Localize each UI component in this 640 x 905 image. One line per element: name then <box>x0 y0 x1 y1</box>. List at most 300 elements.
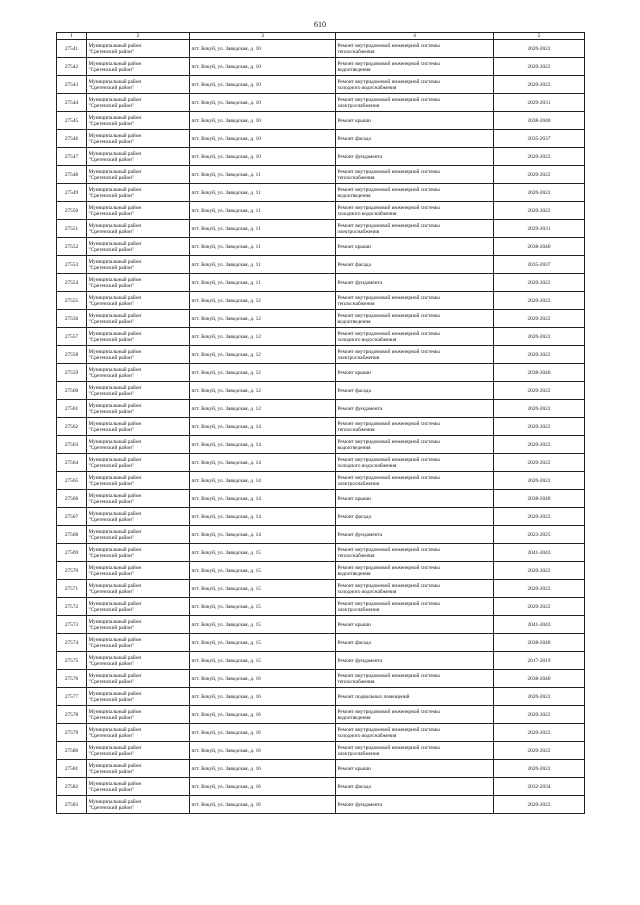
district-cell <box>87 688 190 706</box>
period-cell: 2020-2022 <box>494 724 585 742</box>
district-line: "Сретенский район" <box>88 696 135 703</box>
district-line: Муниципальный район <box>88 528 142 535</box>
address-cell: пгт. Кокуй, ул. Заводская, д. 14 <box>190 454 336 472</box>
address-cell: пгт. Кокуй, ул. Заводская, д. 14 <box>190 508 336 526</box>
work-type-line: электроснабжения <box>337 750 380 757</box>
table-row <box>57 256 585 274</box>
work-type-line: Ремонт фасада <box>337 513 371 520</box>
district-cell <box>87 274 190 292</box>
row-number: 27550 <box>57 202 87 220</box>
period-cell: 2020-2022 <box>494 418 585 436</box>
period-cell: 2020-2022 <box>494 454 585 472</box>
district-cell <box>87 76 190 94</box>
district-line: Муниципальный район <box>88 168 142 175</box>
work-type-cell <box>336 310 494 328</box>
work-type-cell <box>336 400 494 418</box>
table-row <box>57 742 585 760</box>
district-cell <box>87 364 190 382</box>
address-cell: пгт. Кокуй, ул. Заводская, д. 14 <box>190 526 336 544</box>
district-line: "Сретенский район" <box>88 444 135 451</box>
table-row <box>57 40 585 58</box>
work-type-line: Ремонт крыши <box>337 765 371 772</box>
district-cell <box>87 652 190 670</box>
work-type-line: Ремонт внутридомовой инженерной системы <box>337 204 440 211</box>
period-cell: 2038-2040 <box>494 490 585 508</box>
period-cell: 2020-2022 <box>494 310 585 328</box>
district-line: "Сретенский район" <box>88 516 135 523</box>
district-cell <box>87 202 190 220</box>
table-row <box>57 580 585 598</box>
address-cell: пгт. Кокуй, ул. Заводская, д. 10 <box>190 148 336 166</box>
work-type-line: Ремонт внутридомовой инженерной системы <box>337 60 440 67</box>
row-number: 27547 <box>57 148 87 166</box>
row-number: 27567 <box>57 508 87 526</box>
table-row <box>57 472 585 490</box>
district-cell <box>87 238 190 256</box>
header-col-2: 2 <box>87 33 190 40</box>
work-type-cell <box>336 256 494 274</box>
district-line: "Сретенский район" <box>88 246 135 253</box>
row-number: 27580 <box>57 742 87 760</box>
work-type-line: электроснабжения <box>337 354 380 361</box>
work-type-line: холодного водоснабжения <box>337 336 397 343</box>
table-row <box>57 274 585 292</box>
district-line: Муниципальный район <box>88 600 142 607</box>
district-line: Муниципальный район <box>88 492 142 499</box>
district-line: Муниципальный район <box>88 420 142 427</box>
district-cell <box>87 184 190 202</box>
district-cell <box>87 148 190 166</box>
table-row <box>57 724 585 742</box>
district-cell <box>87 436 190 454</box>
table-row <box>57 634 585 652</box>
row-number: 27572 <box>57 598 87 616</box>
address-cell: пгт. Кокуй, ул. Заводская, д. 11 <box>190 166 336 184</box>
district-line: Муниципальный район <box>88 366 142 373</box>
district-cell <box>87 346 190 364</box>
address-cell: пгт. Кокуй, ул. Заводская, д. 10 <box>190 58 336 76</box>
table-row <box>57 670 585 688</box>
district-cell <box>87 472 190 490</box>
row-number: 27542 <box>57 58 87 76</box>
row-number: 27560 <box>57 382 87 400</box>
row-number: 27573 <box>57 616 87 634</box>
district-line: "Сретенский район" <box>88 426 135 433</box>
row-number: 27568 <box>57 526 87 544</box>
address-cell: пгт. Кокуй, ул. Заводская, д. 12 <box>190 310 336 328</box>
work-type-cell <box>336 508 494 526</box>
district-line: "Сретенский район" <box>88 750 135 757</box>
header-col-4: 4 <box>336 33 494 40</box>
work-type-line: холодного водоснабжения <box>337 732 397 739</box>
district-line: "Сретенский район" <box>88 156 135 163</box>
district-line: Муниципальный район <box>88 294 142 301</box>
row-number: 27578 <box>57 706 87 724</box>
period-cell: 2020-2022 <box>494 148 585 166</box>
address-cell: пгт. Кокуй, ул. Заводская, д. 10 <box>190 76 336 94</box>
work-type-cell <box>336 580 494 598</box>
period-cell: 2020-2022 <box>494 742 585 760</box>
period-cell: 2020-2022 <box>494 760 585 778</box>
table-row <box>57 526 585 544</box>
row-number: 27557 <box>57 328 87 346</box>
district-line: Муниципальный район <box>88 276 142 283</box>
district-cell <box>87 526 190 544</box>
row-number: 27554 <box>57 274 87 292</box>
district-line: "Сретенский район" <box>88 336 135 343</box>
address-cell: пгт. Кокуй, ул. Заводская, д. 11 <box>190 238 336 256</box>
district-line: "Сретенский район" <box>88 48 135 55</box>
district-cell <box>87 292 190 310</box>
district-line: "Сретенский район" <box>88 84 135 91</box>
work-type-cell <box>336 562 494 580</box>
table-row <box>57 778 585 796</box>
work-type-cell <box>336 238 494 256</box>
district-cell <box>87 580 190 598</box>
work-type-cell <box>336 778 494 796</box>
work-type-cell <box>336 436 494 454</box>
district-line: Муниципальный район <box>88 258 142 265</box>
work-type-line: электроснабжения <box>337 102 380 109</box>
district-line: "Сретенский район" <box>88 354 135 361</box>
table-row <box>57 544 585 562</box>
period-cell: 2020-2022 <box>494 706 585 724</box>
work-type-line: Ремонт фундамента <box>337 153 383 160</box>
district-cell <box>87 760 190 778</box>
work-type-cell <box>336 328 494 346</box>
row-number: 27582 <box>57 778 87 796</box>
table-row <box>57 382 585 400</box>
row-number: 27570 <box>57 562 87 580</box>
period-cell: 2020-2022 <box>494 400 585 418</box>
table-row <box>57 292 585 310</box>
district-line: Муниципальный район <box>88 222 142 229</box>
district-cell <box>87 454 190 472</box>
work-type-line: Ремонт фасада <box>337 261 371 268</box>
row-number: 27548 <box>57 166 87 184</box>
row-number: 27566 <box>57 490 87 508</box>
work-type-cell <box>336 166 494 184</box>
district-line: "Сретенский район" <box>88 588 135 595</box>
table-row <box>57 364 585 382</box>
table-row <box>57 112 585 130</box>
district-line: "Сретенский район" <box>88 138 135 145</box>
district-line: Муниципальный район <box>88 330 142 337</box>
period-cell: 2020-2022 <box>494 472 585 490</box>
table-row <box>57 616 585 634</box>
work-type-line: Ремонт фундамента <box>337 405 383 412</box>
row-number: 27575 <box>57 652 87 670</box>
district-cell <box>87 778 190 796</box>
work-type-line: Ремонт внутридомовой инженерной системы <box>337 78 440 85</box>
period-cell: 2038-2040 <box>494 670 585 688</box>
work-type-cell <box>336 184 494 202</box>
district-cell <box>87 706 190 724</box>
work-type-cell <box>336 292 494 310</box>
district-line: Муниципальный район <box>88 708 142 715</box>
district-line: Муниципальный район <box>88 78 142 85</box>
district-line: Муниципальный район <box>88 798 142 805</box>
address-cell: пгт. Кокуй, ул. Заводская, д. 16 <box>190 778 336 796</box>
period-cell: 2020-2022 <box>494 436 585 454</box>
address-cell: пгт. Кокуй, ул. Заводская, д. 12 <box>190 292 336 310</box>
district-cell <box>87 94 190 112</box>
row-number: 27549 <box>57 184 87 202</box>
district-cell <box>87 382 190 400</box>
row-number: 27565 <box>57 472 87 490</box>
work-type-cell <box>336 634 494 652</box>
district-cell <box>87 418 190 436</box>
work-type-line: Ремонт внутридомовой инженерной системы <box>337 546 440 553</box>
period-cell: 2038-2040 <box>494 634 585 652</box>
work-type-line: Ремонт крыши <box>337 243 371 250</box>
table-header <box>57 33 585 40</box>
period-cell: 2038-2040 <box>494 112 585 130</box>
period-cell: 2041-2043 <box>494 544 585 562</box>
district-cell <box>87 544 190 562</box>
work-type-line: Ремонт фундамента <box>337 531 383 538</box>
period-cell: 2020-2022 <box>494 292 585 310</box>
period-cell: 2038-2040 <box>494 238 585 256</box>
work-type-cell <box>336 148 494 166</box>
table-row <box>57 760 585 778</box>
work-type-line: Ремонт внутридомовой инженерной системы <box>337 672 440 679</box>
address-cell: пгт. Кокуй, ул. Заводская, д. 10 <box>190 130 336 148</box>
address-cell: пгт. Кокуй, ул. Заводская, д. 11 <box>190 274 336 292</box>
work-type-line: Ремонт фасада <box>337 387 371 394</box>
row-number: 27545 <box>57 112 87 130</box>
address-cell: пгт. Кокуй, ул. Заводская, д. 16 <box>190 724 336 742</box>
period-cell: 2035-2037 <box>494 256 585 274</box>
table-row <box>57 706 585 724</box>
work-type-cell <box>336 112 494 130</box>
address-cell: пгт. Кокуй, ул. Заводская, д. 15 <box>190 652 336 670</box>
table-row <box>57 202 585 220</box>
work-type-line: Ремонт внутридомовой инженерной системы <box>337 348 440 355</box>
district-cell <box>87 598 190 616</box>
district-line: "Сретенский район" <box>88 480 135 487</box>
work-type-line: Ремонт фасада <box>337 783 371 790</box>
table-row <box>57 166 585 184</box>
work-type-line: теплоснабжения <box>337 678 375 685</box>
work-type-cell <box>336 472 494 490</box>
period-cell: 2029-2031 <box>494 220 585 238</box>
district-line: "Сретенский район" <box>88 210 135 217</box>
district-line: Муниципальный район <box>88 384 142 391</box>
row-number: 27569 <box>57 544 87 562</box>
period-cell: 2020-2022 <box>494 274 585 292</box>
district-line: Муниципальный район <box>88 114 142 121</box>
period-cell: 2020-2022 <box>494 328 585 346</box>
district-line: Муниципальный район <box>88 726 142 733</box>
period-cell: 2041-2043 <box>494 616 585 634</box>
district-cell <box>87 130 190 148</box>
work-type-cell <box>336 40 494 58</box>
table-row <box>57 310 585 328</box>
period-cell: 2020-2022 <box>494 184 585 202</box>
work-type-line: Ремонт фундамента <box>337 657 383 664</box>
work-type-line: теплоснабжения <box>337 48 375 55</box>
row-number: 27579 <box>57 724 87 742</box>
district-line: Муниципальный район <box>88 456 142 463</box>
work-type-cell <box>336 94 494 112</box>
district-line: "Сретенский район" <box>88 498 135 505</box>
period-cell: 2020-2022 <box>494 202 585 220</box>
table-row <box>57 148 585 166</box>
row-number: 27563 <box>57 436 87 454</box>
table-row <box>57 598 585 616</box>
district-line: Муниципальный район <box>88 672 142 679</box>
period-cell: 2020-2022 <box>494 166 585 184</box>
table-row <box>57 130 585 148</box>
work-type-cell <box>336 382 494 400</box>
district-line: "Сретенский район" <box>88 714 135 721</box>
row-number: 27544 <box>57 94 87 112</box>
row-number: 27553 <box>57 256 87 274</box>
address-cell: пгт. Кокуй, ул. Заводская, д. 14 <box>190 436 336 454</box>
district-cell <box>87 616 190 634</box>
period-cell: 2020-2022 <box>494 58 585 76</box>
row-number: 27577 <box>57 688 87 706</box>
table-row <box>57 346 585 364</box>
address-cell: пгт. Кокуй, ул. Заводская, д. 12 <box>190 364 336 382</box>
work-type-cell <box>336 670 494 688</box>
period-cell: 2020-2022 <box>494 346 585 364</box>
work-type-line: Ремонт внутридомовой инженерной системы <box>337 474 440 481</box>
district-line: "Сретенский район" <box>88 768 135 775</box>
period-cell: 2020-2022 <box>494 796 585 814</box>
district-cell <box>87 40 190 58</box>
work-type-cell <box>336 706 494 724</box>
work-type-line: Ремонт крыши <box>337 369 371 376</box>
district-line: Муниципальный район <box>88 438 142 445</box>
row-number: 27562 <box>57 418 87 436</box>
table-row <box>57 220 585 238</box>
address-cell: пгт. Кокуй, ул. Заводская, д. 16 <box>190 706 336 724</box>
district-line: Муниципальный район <box>88 636 142 643</box>
header-col-5: 5 <box>494 33 585 40</box>
district-line: "Сретенский район" <box>88 678 135 685</box>
district-cell <box>87 796 190 814</box>
work-type-cell <box>336 652 494 670</box>
table-row <box>57 328 585 346</box>
table-row <box>57 562 585 580</box>
address-cell: пгт. Кокуй, ул. Заводская, д. 15 <box>190 544 336 562</box>
district-line: "Сретенский район" <box>88 174 135 181</box>
district-line: Муниципальный район <box>88 546 142 553</box>
district-line: "Сретенский район" <box>88 192 135 199</box>
header-col-3: 3 <box>190 33 336 40</box>
address-cell: пгт. Кокуй, ул. Заводская, д. 15 <box>190 562 336 580</box>
district-line: Муниципальный район <box>88 690 142 697</box>
address-cell: пгт. Кокуй, ул. Заводская, д. 14 <box>190 472 336 490</box>
row-number: 27564 <box>57 454 87 472</box>
district-cell <box>87 562 190 580</box>
address-cell: пгт. Кокуй, ул. Заводская, д. 12 <box>190 382 336 400</box>
table-row <box>57 508 585 526</box>
work-type-line: Ремонт внутридомовой инженерной системы <box>337 168 440 175</box>
address-cell: пгт. Кокуй, ул. Заводская, д. 15 <box>190 616 336 634</box>
district-line: "Сретенский район" <box>88 804 135 811</box>
period-cell: 2038-2040 <box>494 364 585 382</box>
work-type-line: Ремонт фасада <box>337 639 371 646</box>
district-line: "Сретенский район" <box>88 318 135 325</box>
table-row <box>57 454 585 472</box>
district-cell <box>87 220 190 238</box>
address-cell: пгт. Кокуй, ул. Заводская, д. 12 <box>190 346 336 364</box>
district-line: "Сретенский район" <box>88 264 135 271</box>
period-cell: 2020-2022 <box>494 688 585 706</box>
district-line: Муниципальный район <box>88 240 142 247</box>
district-line: Муниципальный район <box>88 510 142 517</box>
work-type-line: теплоснабжения <box>337 300 375 307</box>
period-cell: 2029-2031 <box>494 94 585 112</box>
work-type-line: электроснабжения <box>337 228 380 235</box>
table-row <box>57 436 585 454</box>
work-type-line: водоотведения <box>337 192 371 199</box>
work-type-cell <box>336 598 494 616</box>
work-type-line: Ремонт внутридомовой инженерной системы <box>337 222 440 229</box>
address-cell: пгт. Кокуй, ул. Заводская, д. 15 <box>190 598 336 616</box>
district-line: Муниципальный район <box>88 582 142 589</box>
district-line: Муниципальный район <box>88 96 142 103</box>
address-cell: пгт. Кокуй, ул. Заводская, д. 16 <box>190 796 336 814</box>
district-cell <box>87 58 190 76</box>
table-row <box>57 94 585 112</box>
work-type-line: Ремонт внутридомовой инженерной системы <box>337 420 440 427</box>
address-cell: пгт. Кокуй, ул. Заводская, д. 14 <box>190 418 336 436</box>
period-cell: 2020-2022 <box>494 562 585 580</box>
page-number: 610 <box>314 20 326 29</box>
district-line: Муниципальный район <box>88 402 142 409</box>
table-row <box>57 796 585 814</box>
work-type-cell <box>336 454 494 472</box>
district-line: "Сретенский район" <box>88 390 135 397</box>
work-type-cell <box>336 490 494 508</box>
address-cell: пгт. Кокуй, ул. Заводская, д. 14 <box>190 490 336 508</box>
district-line: "Сретенский район" <box>88 552 135 559</box>
row-number: 27558 <box>57 346 87 364</box>
district-line: Муниципальный район <box>88 348 142 355</box>
address-cell: пгт. Кокуй, ул. Заводская, д. 10 <box>190 112 336 130</box>
address-cell: пгт. Кокуй, ул. Заводская, д. 12 <box>190 328 336 346</box>
work-type-line: Ремонт подвальных помещений <box>337 693 410 700</box>
district-line: "Сретенский район" <box>88 624 135 631</box>
district-cell <box>87 400 190 418</box>
row-number: 27555 <box>57 292 87 310</box>
period-cell: 2020-2022 <box>494 508 585 526</box>
district-line: Муниципальный район <box>88 474 142 481</box>
row-number: 27546 <box>57 130 87 148</box>
period-cell: 2032-2034 <box>494 778 585 796</box>
district-line: Муниципальный район <box>88 150 142 157</box>
address-cell: пгт. Кокуй, ул. Заводская, д. 11 <box>190 202 336 220</box>
district-line: "Сретенский район" <box>88 120 135 127</box>
district-cell <box>87 742 190 760</box>
row-number: 27551 <box>57 220 87 238</box>
district-cell <box>87 670 190 688</box>
header-row <box>57 33 585 40</box>
row-number: 27576 <box>57 670 87 688</box>
work-type-line: Ремонт фундамента <box>337 801 383 808</box>
district-cell <box>87 256 190 274</box>
work-type-line: Ремонт крыши <box>337 117 371 124</box>
work-type-line: Ремонт внутридомовой инженерной системы <box>337 186 440 193</box>
address-cell: пгт. Кокуй, ул. Заводская, д. 11 <box>190 256 336 274</box>
period-cell: 2020-2022 <box>494 40 585 58</box>
work-type-line: Ремонт внутридомовой инженерной системы <box>337 726 440 733</box>
district-line: "Сретенский район" <box>88 300 135 307</box>
